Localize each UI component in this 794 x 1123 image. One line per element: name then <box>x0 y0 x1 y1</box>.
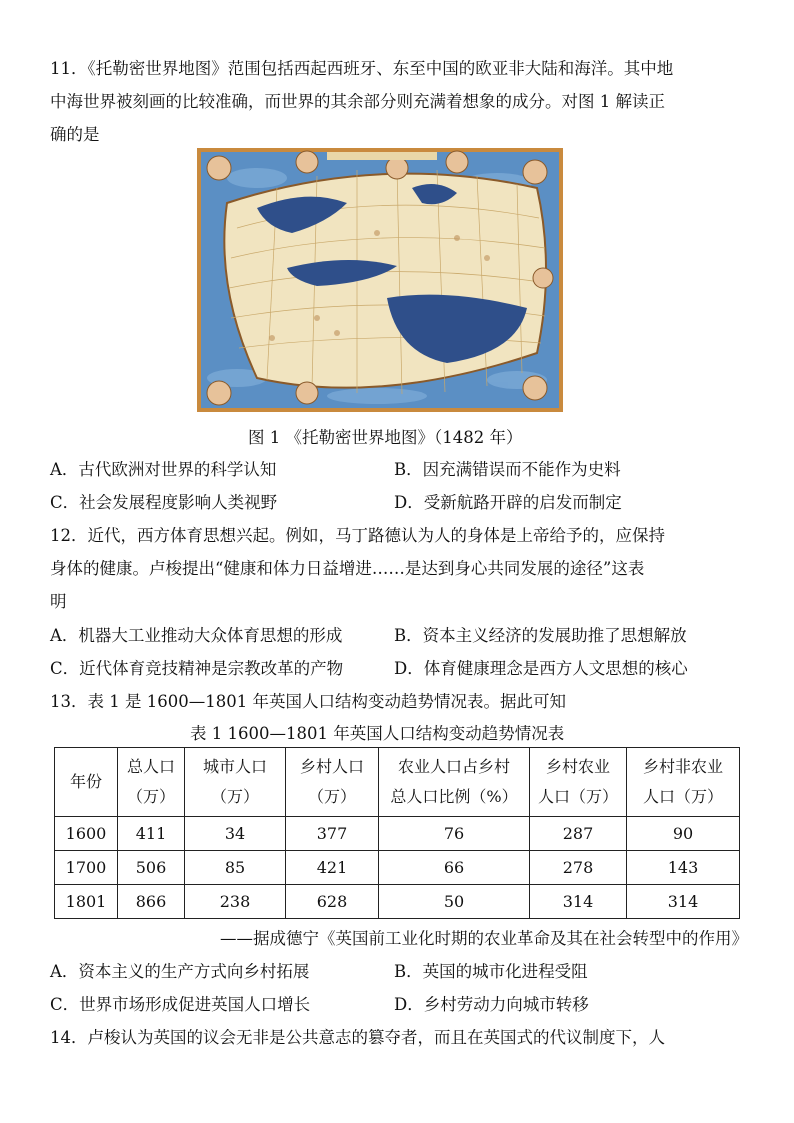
table-cell: 314 <box>530 885 627 919</box>
q12-stem-line2: 身体的健康。卢梭提出“健康和体力日益增进……是达到身心共同发展的途径”这表 <box>50 559 645 578</box>
table-cell: 314 <box>627 885 740 919</box>
q11-stem-line1: 11．《托勒密世界地图》范围包括西起西班牙、东至中国的欧亚非大陆和海洋。其中地 <box>50 59 674 78</box>
table-cell: 1801 <box>55 885 118 919</box>
table-row <box>55 851 740 885</box>
header-year: 年份 <box>55 748 118 817</box>
table-cell: 866 <box>118 885 185 919</box>
table-cell: 34 <box>185 817 286 851</box>
table-cell: 421 <box>286 851 379 885</box>
header-rural-population: 乡村人口 （万） <box>286 748 379 817</box>
q12-option-c[interactable]: C．近代体育竞技精神是宗教改革的产物 <box>50 659 344 678</box>
table-row <box>55 817 740 851</box>
table-cell: 50 <box>379 885 530 919</box>
table-source-citation: ——据成德宁《英国前工业化时期的农业革命及其在社会转型中的作用》 <box>220 929 748 948</box>
q11-stem-line3: 确的是 <box>50 125 100 144</box>
table-cell: 278 <box>530 851 627 885</box>
table-cell: 1700 <box>55 851 118 885</box>
q14-stem-line1: 14．卢梭认为英国的议会无非是公共意志的篡夺者，而且在英国式的代议制度下，人 <box>50 1028 665 1047</box>
table-cell: 143 <box>627 851 740 885</box>
table-cell: 506 <box>118 851 185 885</box>
q12-option-b[interactable]: B．资本主义经济的发展助推了思想解放 <box>394 626 687 645</box>
q11-stem-line2: 中海世界被刻画的比较准确，而世界的其余部分则充满着想象的成分。对图 1 解读正 <box>50 92 665 111</box>
figure-1-caption: 图 1 《托勒密世界地图》（1482 年） <box>248 428 523 447</box>
ptolemy-world-map-image <box>197 148 563 412</box>
q11-option-c[interactable]: C．社会发展程度影响人类视野 <box>50 493 278 512</box>
q12-stem-line3: 明 <box>50 592 67 611</box>
q13-stem-line1: 13．表 1 是 1600—1801 年英国人口结构变动趋势情况表。据此可知 <box>50 692 566 711</box>
header-rural-non-agricultural: 乡村非农业 人口（万） <box>627 748 740 817</box>
q12-option-a[interactable]: A．机器大工业推动大众体育思想的形成 <box>50 626 343 645</box>
q11-option-b[interactable]: B．因充满错误而不能作为史料 <box>394 460 621 479</box>
q12-option-d[interactable]: D．体育健康理念是西方人文思想的核心 <box>394 659 688 678</box>
table-cell: 76 <box>379 817 530 851</box>
table-cell: 411 <box>118 817 185 851</box>
table-cell: 628 <box>286 885 379 919</box>
q12-stem-line1: 12．近代，西方体育思想兴起。例如，马丁路德认为人的身体是上帝给予的，应保持 <box>50 526 665 545</box>
table-cell: 377 <box>286 817 379 851</box>
population-table <box>54 747 740 919</box>
q11-option-d[interactable]: D．受新航路开辟的启发而制定 <box>394 493 622 512</box>
table-cell: 90 <box>627 817 740 851</box>
header-agricultural-ratio: 农业人口占乡村 总人口比例（%） <box>379 748 530 817</box>
header-total-population: 总人口 （万） <box>118 748 185 817</box>
table-1-title: 表 1 1600—1801 年英国人口结构变动趋势情况表 <box>190 724 565 743</box>
table-cell: 66 <box>379 851 530 885</box>
table-cell: 287 <box>530 817 627 851</box>
table-cell: 85 <box>185 851 286 885</box>
q11-option-a[interactable]: A．古代欧洲对世界的科学认知 <box>50 460 277 479</box>
q13-option-d[interactable]: D．乡村劳动力向城市转移 <box>394 995 589 1014</box>
q13-option-c[interactable]: C．世界市场形成促进英国人口增长 <box>50 995 311 1014</box>
q13-option-a[interactable]: A．资本主义的生产方式向乡村拓展 <box>50 962 310 981</box>
table-cell: 238 <box>185 885 286 919</box>
header-urban-population: 城市人口 （万） <box>185 748 286 817</box>
header-rural-agricultural: 乡村农业 人口（万） <box>530 748 627 817</box>
q13-option-b[interactable]: B．英国的城市化进程受阻 <box>394 962 588 981</box>
table-row <box>55 885 740 919</box>
table-header-row <box>55 748 740 817</box>
table-cell: 1600 <box>55 817 118 851</box>
